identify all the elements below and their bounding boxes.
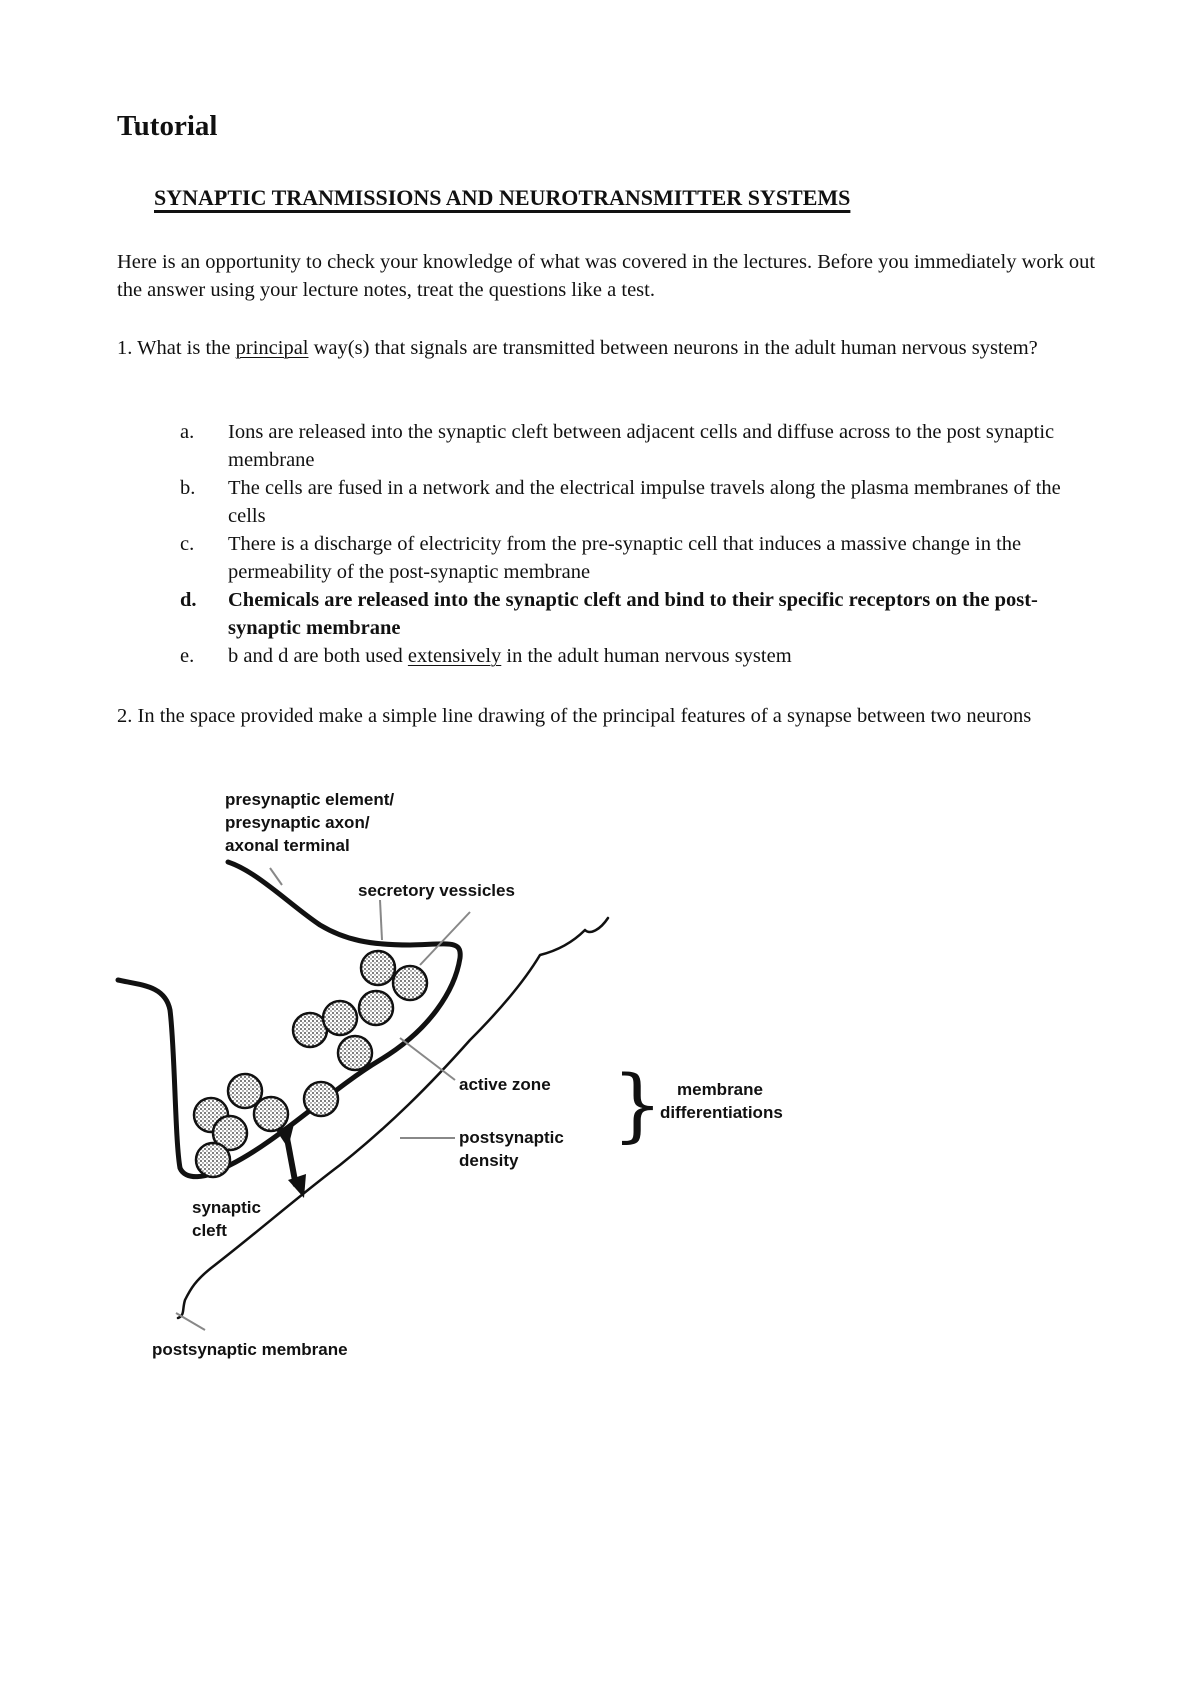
- brace-icon: }: [612, 1058, 663, 1151]
- intro-paragraph: Here is an opportunity to check your knowledge of what was covered in the lectures. Before you immediately work out the answer using your lecture notes, treat the questions like a test.: [117, 251, 1096, 301]
- vesicle-group: [194, 951, 427, 1177]
- leader-line: [400, 1038, 455, 1080]
- leader-line: [270, 868, 282, 885]
- vesicle: [359, 991, 393, 1025]
- label-postsynaptic-membrane: postsynaptic membrane: [152, 1340, 348, 1359]
- option-letter: b.: [180, 477, 196, 499]
- option-b: [180, 474, 1100, 530]
- label-synaptic-cleft-1: synaptic: [192, 1198, 261, 1217]
- label-membrane-diff-1: membrane: [677, 1080, 763, 1099]
- label-synaptic-cleft-2: cleft: [192, 1221, 227, 1240]
- option-letter: e.: [180, 645, 195, 667]
- synapse-diagram: [0, 760, 1200, 1380]
- question-1-prefix: 1. What is the: [117, 337, 236, 359]
- option-text: The cells are fused in a network and the electrical impulse travels along the plasma membranes of the cells: [228, 477, 1061, 527]
- page-subtitle: SYNAPTIC TRANMISSIONS AND NEUROTRANSMITTER SYSTEMS: [154, 185, 851, 210]
- leader-line: [380, 900, 382, 940]
- label-presynaptic-element: presynaptic element/: [225, 790, 395, 809]
- option-text: Ions are released into the synaptic cleft between adjacent cells and diffuse across to the post synaptic membrane: [228, 421, 1055, 471]
- option-e: [180, 642, 1100, 670]
- question-2: 2. In the space provided make a simple line drawing of the principal features of a synapse between two neurons: [117, 705, 1032, 727]
- vesicle: [393, 966, 427, 1000]
- vesicle: [361, 951, 395, 985]
- label-postsynaptic-density-1: postsynaptic: [459, 1128, 564, 1147]
- question-1-suffix: way(s) that signals are transmitted between neurons in the adult human nervous system?: [308, 337, 1038, 359]
- synaptic-cleft-arrow: [276, 1124, 306, 1198]
- option-text-underlined: extensively: [407, 645, 502, 667]
- leader-line: [176, 1313, 205, 1330]
- vesicle: [196, 1143, 230, 1177]
- label-secretory-vessicles: secretory vessicles: [358, 881, 515, 900]
- label-axonal-terminal: axonal terminal: [225, 836, 350, 855]
- option-text: There is a discharge of electricity from the pre-synaptic cell that induces a massive change in the permeability of the post-synaptic membrane: [228, 533, 1022, 583]
- option-text-before: b and d are both used: [228, 645, 408, 667]
- label-presynaptic-axon: presynaptic axon/: [225, 813, 370, 832]
- option-c: [180, 530, 1100, 586]
- option-letter: a.: [180, 421, 195, 443]
- vesicle: [254, 1097, 288, 1131]
- option-text-after: in the adult human nervous system: [501, 645, 792, 667]
- vesicle: [338, 1036, 372, 1070]
- label-membrane-diff-2: differentiations: [660, 1103, 783, 1122]
- question-1-options: [180, 418, 1100, 670]
- option-letter: d.: [180, 589, 197, 611]
- label-active-zone: active zone: [459, 1075, 551, 1094]
- option-letter: c.: [180, 533, 195, 555]
- vesicle: [304, 1082, 338, 1116]
- option-a: [180, 418, 1100, 474]
- option-d: [180, 586, 1100, 642]
- option-text: Chemicals are released into the synaptic cleft and bind to their specific receptors on the post-synaptic membrane: [228, 589, 1038, 639]
- page-title: Tutorial: [117, 110, 218, 142]
- question-1-underlined: principal: [235, 337, 309, 359]
- vesicle: [323, 1001, 357, 1035]
- question-1: [117, 334, 1125, 362]
- label-postsynaptic-density-2: density: [459, 1151, 519, 1170]
